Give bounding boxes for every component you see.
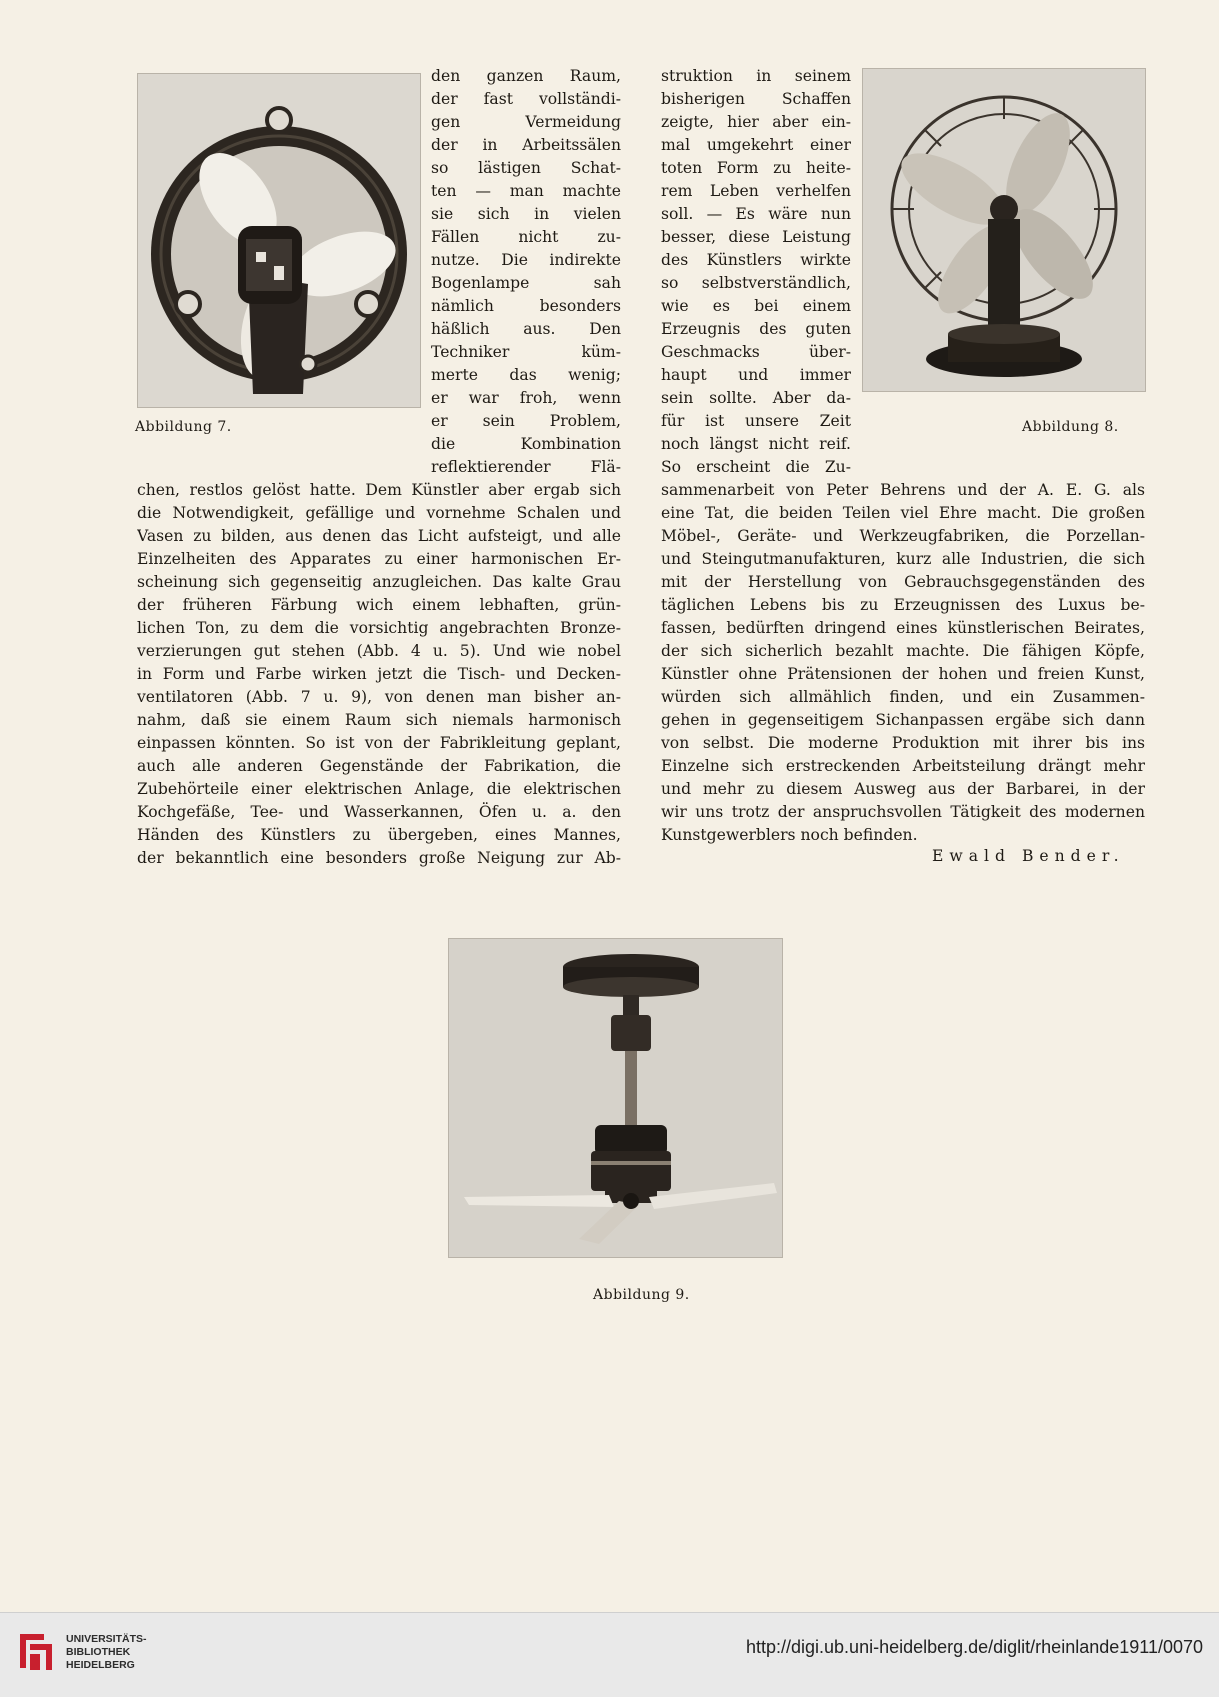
text-line: rem Leben verhelfen (661, 182, 851, 200)
text-line: merte das wenig; (431, 366, 621, 384)
text-line: wie es bei einem (661, 297, 851, 315)
figure-7-image (137, 73, 421, 408)
logo-line-1: UNIVERSITÄTS- (66, 1633, 147, 1645)
text-line: so selbstverständlich, (661, 274, 851, 292)
text-line: haupt und immer (661, 366, 851, 384)
text-line: Kunstgewerblers noch befinden. (661, 826, 918, 844)
text-line: fassen, bedürften dringend eines künstlerischen Beirates, (661, 619, 1145, 637)
text-line: würden sich allmählich finden, und ein Zusammen- (661, 688, 1145, 706)
text-line: Bogenlampe sah (431, 274, 621, 292)
wide-column-right (661, 479, 1145, 847)
text-line: noch längst nicht reif. (661, 435, 851, 453)
text-line: verzierungen gut stehen (Abb. 4 u. 5). Und wie nobel (137, 642, 621, 660)
text-line: lichen Ton, zu dem die vorsichtig angebrachten Bronze- (137, 619, 621, 637)
text-line: So erscheint die Zu- (661, 458, 851, 476)
text-line: den ganzen Raum, (431, 67, 621, 85)
text-line: der bekanntlich eine besonders große Neigung zur Ab- (137, 849, 621, 867)
text-line: die Notwendigkeit, gefällige und vornehme Schalen und (137, 504, 621, 522)
text-line: der fast vollständi- (431, 90, 621, 108)
figure-7-caption: Abbildung 7. (135, 419, 232, 435)
text-line: er war froh, wenn (431, 389, 621, 407)
figure-9-image (448, 938, 783, 1258)
text-line: auch alle anderen Gegenstände der Fabrikation, die (137, 757, 621, 775)
text-line: er sein Problem, (431, 412, 621, 430)
text-line: sammenarbeit von Peter Behrens und der A. E. G. als (661, 481, 1145, 499)
text-line: Künstler ohne Prätensionen der hohen und freien Kunst, (661, 665, 1145, 683)
text-line: nutze. Die indirekte (431, 251, 621, 269)
text-line: mal umgekehrt einer (661, 136, 851, 154)
text-line: die Kombination (431, 435, 621, 453)
text-line: Möbel-, Geräte- und Werkzeugfabriken, die Porzellan- (661, 527, 1145, 545)
ceiling-fan-photo (449, 939, 782, 1257)
text-line: so lästigen Schat- (431, 159, 621, 177)
figure-9-caption: Abbildung 9. (593, 1287, 690, 1303)
permalink-url[interactable]: http://digi.ub.uni-heidelberg.de/diglit/rheinlande1911/0070 (745, 1637, 1203, 1657)
text-line: Einzelheiten des Apparates zu einer harmonischen Er- (137, 550, 621, 568)
text-line: mit der Herstellung von Gebrauchsgegenständen des (661, 573, 1145, 591)
text-line: der in Arbeitssälen (431, 136, 621, 154)
text-line: der früheren Färbung wich einem lebhaften, grün- (137, 596, 621, 614)
text-line: häßlich aus. Den (431, 320, 621, 338)
text-line: Geschmacks über- (661, 343, 851, 361)
logo-line-3: HEIDELBERG (66, 1659, 135, 1671)
figure-8-image (862, 68, 1146, 392)
text-line: chen, restlos gelöst hatte. Dem Künstler aber ergab sich (137, 481, 621, 499)
table-fan-photo (863, 69, 1145, 391)
text-line: sein sollte. Aber da- (661, 389, 851, 407)
wide-column-left (137, 479, 621, 870)
text-line: bisherigen Schaffen (661, 90, 851, 108)
text-line: besser, diese Leistung (661, 228, 851, 246)
text-line: Kochgefäße, Tee- und Wasserkannen, Öfen u. a. den (137, 803, 621, 821)
text-line: einpassen könnten. So ist von der Fabrikleitung geplant, (137, 734, 621, 752)
text-line: struktion in seinem (661, 67, 851, 85)
text-line: sie sich in vielen (431, 205, 621, 223)
text-line: und Steingutmanufakturen, kurz alle Industrien, die sich (661, 550, 1145, 568)
text-line: ten — man machte (431, 182, 621, 200)
text-line: zeigte, hier aber ein- (661, 113, 851, 131)
text-line: und mehr zu diesem Ausweg aus der Barbarei, in der (661, 780, 1145, 798)
text-line: scheinung sich gegenseitig anzugleichen. Das kalte Grau (137, 573, 621, 591)
author-signature: Ewald Bender. (932, 847, 1125, 865)
text-line: ventilatoren (Abb. 7 u. 9), von denen man bisher an- (137, 688, 621, 706)
text-line: für ist unsere Zeit (661, 412, 851, 430)
text-line: wir uns trotz der anspruchsvollen Tätigkeit des modernen (661, 803, 1145, 821)
text-line: nahm, daß sie einem Raum sich niemals harmonisch (137, 711, 621, 729)
narrow-column-left (431, 65, 621, 479)
text-line: toten Form zu heite- (661, 159, 851, 177)
text-line: gehen in gegenseitigem Sichanpassen ergäbe sich dann (661, 711, 1145, 729)
text-line: Händen des Künstlers zu übergeben, eines Mannes, (137, 826, 621, 844)
university-logo-text (66, 1633, 147, 1672)
text-line: Techniker küm- (431, 343, 621, 361)
logo-line-2: BIBLIOTHEK (66, 1646, 131, 1658)
text-line: in Form und Farbe wirken jetzt die Tisch- und Decken- (137, 665, 621, 683)
text-line: nämlich besonders (431, 297, 621, 315)
university-logo-icon (14, 1630, 58, 1674)
narrow-column-right (661, 65, 851, 479)
wall-fan-photo (138, 74, 420, 407)
text-line: reflektierender Flä- (431, 458, 621, 476)
text-line: Vasen zu bilden, aus denen das Licht aufsteigt, und alle (137, 527, 621, 545)
figure-8-caption: Abbildung 8. (1022, 419, 1119, 435)
text-line: gen Vermeidung (431, 113, 621, 131)
text-line: des Künstlers wirkte (661, 251, 851, 269)
text-line: soll. — Es wäre nun (661, 205, 851, 223)
text-line: Fällen nicht zu- (431, 228, 621, 246)
text-line: Zubehörteile einer elektrischen Anlage, die elektrischen (137, 780, 621, 798)
text-line: eine Tat, die beiden Teilen viel Ehre macht. Die großen (661, 504, 1145, 522)
text-line: von selbst. Die moderne Produktion mit ihrer bis ins (661, 734, 1145, 752)
text-line: der sich sicherlich bezahlt machte. Die fähigen Köpfe, (661, 642, 1145, 660)
text-line: täglichen Lebens bis zu Erzeugnissen des Luxus be- (661, 596, 1145, 614)
text-line: Einzelne sich erstreckenden Arbeitsteilung drängt mehr (661, 757, 1145, 775)
text-line: Erzeugnis des guten (661, 320, 851, 338)
